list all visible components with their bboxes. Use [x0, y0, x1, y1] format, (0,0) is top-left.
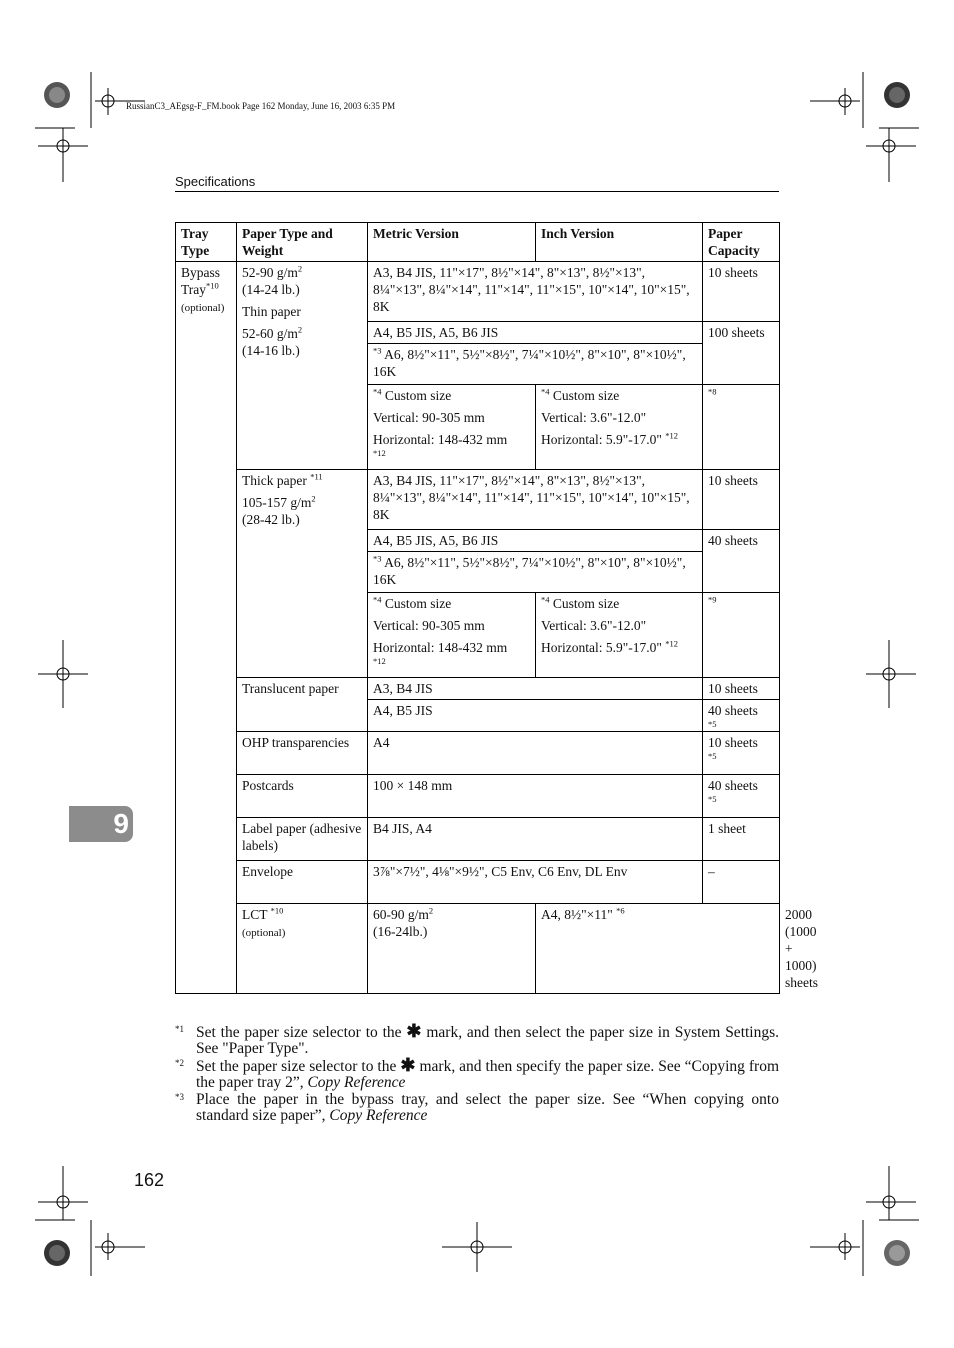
metric-custom-cell — [368, 385, 536, 470]
table-row — [176, 470, 780, 530]
asterisk-icon: ✱ — [400, 1055, 416, 1075]
capacity-cell — [703, 775, 780, 818]
chapter-tab: 9 — [69, 806, 133, 842]
footnote-reference: Copy Reference — [329, 1107, 428, 1124]
table-row — [176, 818, 780, 861]
footnote-text: Set the paper size selector to the — [196, 1024, 402, 1041]
footnote-mark: *1 — [175, 1024, 184, 1034]
footnote-ref: *9 — [708, 594, 717, 605]
size-list-cell — [368, 552, 703, 593]
footnote-ref: *4 — [373, 594, 382, 605]
size-list: 100 × 148 mm — [368, 775, 703, 818]
inch-custom-cell — [536, 385, 703, 470]
weight-lb: (28-42 lb.) — [242, 512, 300, 527]
capacity-value: 10 sheets — [708, 735, 758, 750]
footnote-text: mark, and then select the paper size in System Settings. See "Paper Type". — [196, 1024, 780, 1057]
vertical-range: Vertical: 90-305 mm — [373, 410, 485, 425]
footnote-3 — [175, 1092, 779, 1124]
vertical-range: Vertical: 3.6"-12.0" — [541, 410, 647, 425]
footnote-ref: *12 — [665, 430, 678, 441]
size-list: A4, B5 JIS — [368, 700, 703, 732]
horizontal-range: Horizontal: 5.9"-17.0" — [541, 432, 662, 447]
page-number: 162 — [134, 1170, 165, 1190]
paper-type-label: Translucent paper — [237, 678, 368, 732]
footnote-ref: *4 — [541, 594, 550, 605]
capacity-cell — [703, 593, 780, 678]
footnote-ref: *5 — [708, 719, 717, 729]
table-row — [176, 262, 780, 322]
footnote-mark: *3 — [175, 1092, 184, 1102]
capacity-value: 10 sheets — [703, 678, 780, 700]
section-title: Specifications — [175, 174, 256, 189]
capacity-value: – — [703, 861, 780, 904]
paper-type-label: Envelope — [237, 861, 368, 904]
table-row — [176, 861, 780, 904]
footnote-ref: *12 — [373, 656, 386, 666]
lct-weight-cell — [368, 904, 536, 994]
lct-tray-cell — [237, 904, 368, 994]
footnote-ref: *4 — [373, 386, 382, 397]
capacity-cell — [703, 732, 780, 775]
size-list: 3⅞"×7½", 4⅛"×9½", C5 Env, C6 Env, DL Env — [368, 861, 703, 904]
horizontal-range: Horizontal: 148-432 mm — [373, 640, 508, 655]
weight-value: 105-157 g/m — [242, 495, 312, 510]
thick-paper-cell — [237, 470, 368, 678]
footnote-ref: *5 — [708, 751, 717, 761]
weight-lb: (16-24lb.) — [373, 924, 428, 939]
footnote-ref: *4 — [541, 386, 550, 397]
size-list: A6, 8½"×11", 5½"×8½", 7¼"×10½", 8"×10", 8"×10½", 16K — [373, 555, 686, 587]
footnote-ref: *6 — [616, 905, 625, 916]
custom-size-label: Custom size — [552, 596, 620, 611]
capacity-value: 40 sheets — [708, 778, 758, 793]
size-list: A3, B4 JIS, 11"×17", 8½"×14", 8"×13", 8½"×13", 8¼"×13", 8¼"×14", 11"×14", 11"×15", 10"×14", 10"×15", 8K — [368, 470, 703, 530]
thin-paper-cell — [237, 262, 368, 470]
capacity-value: 10 sheets — [703, 262, 780, 322]
footnote-mark: *2 — [175, 1058, 184, 1068]
asterisk-icon: ✱ — [406, 1021, 422, 1041]
paper-type-label: Label paper (adhesive labels) — [237, 818, 368, 861]
bypass-tray-cell — [176, 262, 237, 994]
custom-size-label: Custom size — [552, 388, 620, 403]
footnote-ref: *10 — [206, 280, 219, 291]
vertical-range: Vertical: 90-305 mm — [373, 618, 485, 633]
bypass-tray-label: Bypass Tray — [181, 265, 221, 297]
paper-spec-table — [175, 222, 818, 994]
size-list: A6, 8½"×11", 5½"×8½", 7¼"×10½", 8"×10", 8"×10½", 16K — [373, 347, 686, 379]
weight-value: 52-90 g/m — [242, 265, 298, 280]
optional-label: (optional) — [242, 927, 286, 939]
horizontal-range: Horizontal: 5.9"-17.0" — [541, 640, 662, 655]
footnote-reference: Copy Reference — [307, 1074, 406, 1091]
table-row — [176, 732, 780, 775]
weight-value: 52-60 g/m — [242, 326, 298, 341]
size-list: A4 — [368, 732, 703, 775]
capacity-value: 40 sheets — [708, 703, 758, 718]
lct-tray-label: LCT — [242, 907, 268, 922]
footnote-2 — [175, 1055, 780, 1091]
size-list: A3, B4 JIS — [368, 678, 703, 700]
header-inch: Inch Version — [536, 223, 703, 262]
footnote-ref: *10 — [270, 905, 284, 916]
paper-type-label: Thick paper — [242, 473, 307, 488]
size-list: A4, B5 JIS, A5, B6 JIS — [368, 322, 703, 344]
capacity-cell — [703, 700, 780, 732]
superscript: 2 — [297, 324, 303, 335]
capacity-cell — [703, 385, 780, 470]
table-row — [176, 678, 780, 700]
size-list: A3, B4 JIS, 11"×17", 8½"×14", 8"×13", 8½"×13", 8¼"×13", 8¼"×14", 11"×14", 11"×15", 10"×14", 10"×15", 8K — [368, 262, 703, 322]
footnote-ref: *3 — [373, 345, 382, 356]
footnote-1 — [175, 1021, 780, 1057]
file-header: RussianC3_AEgsg-F_FM.book Page 162 Monday, June 16, 2003 6:35 PM — [126, 101, 396, 111]
paper-type-label: Thin paper — [242, 304, 301, 319]
footnote-text: Place the paper in the bypass tray, and select the paper size. See “When copying onto standard size paper”, — [196, 1091, 779, 1124]
header-paper-type: Paper Type and Weight — [237, 223, 368, 262]
capacity-value: 10 sheets — [703, 470, 780, 530]
footnote-ref: *11 — [310, 471, 323, 482]
size-list: A4, 8½"×11" — [541, 907, 613, 922]
size-list: A4, B5 JIS, A5, B6 JIS — [368, 530, 703, 552]
footnote-text: mark, and then specify the paper size. See “Copying from the paper tray 2”, — [196, 1058, 780, 1091]
size-list: B4 JIS, A4 — [368, 818, 703, 861]
footnote-ref: *3 — [373, 553, 382, 564]
weight-value: 60-90 g/m — [373, 907, 429, 922]
vertical-range: Vertical: 3.6"-12.0" — [541, 618, 647, 633]
header-tray-type: Tray Type — [176, 223, 237, 262]
weight-lb: (14-16 lb.) — [242, 343, 300, 358]
lct-sizes-cell — [536, 904, 780, 994]
table-row: LCT $^{*10}$ (optional) 60-90 $g/m^2$ (16-24lb.) A4, 8½"×11" $^{*6}$ 2000 (1000 + 1000) sheets — [176, 904, 780, 994]
footnote-ref: *12 — [665, 638, 678, 649]
header-metric: Metric Version — [368, 223, 536, 262]
header-capacity: Paper Capacity — [703, 223, 780, 262]
capacity-value: 100 sheets — [703, 322, 780, 385]
inch-custom-cell — [536, 593, 703, 678]
weight-lb: (14-24 lb.) — [242, 282, 300, 297]
horizontal-range: Horizontal: 148-432 mm — [373, 432, 508, 447]
table-row — [176, 775, 780, 818]
footnote-ref: *8 — [708, 386, 717, 397]
footnote-text: Set the paper size selector to the — [196, 1058, 397, 1075]
optional-label: (optional) — [181, 302, 225, 314]
table-header-row — [176, 223, 780, 262]
size-list-cell — [368, 344, 703, 385]
superscript: 2 — [428, 905, 434, 916]
paper-type-label: OHP transparencies — [237, 732, 368, 775]
superscript: 2 — [297, 263, 303, 274]
metric-custom-cell — [368, 593, 536, 678]
header-divider — [175, 191, 779, 192]
capacity-value: 1 sheet — [703, 818, 780, 861]
footnotes — [175, 1021, 780, 1125]
footnote-ref: *5 — [708, 794, 717, 804]
superscript: 2 — [311, 493, 316, 504]
custom-size-label: Custom size — [384, 596, 452, 611]
footnote-ref: *12 — [373, 448, 386, 458]
custom-size-label: Custom size — [384, 388, 452, 403]
paper-type-label: Postcards — [237, 775, 368, 818]
capacity-value: 40 sheets — [703, 530, 780, 593]
